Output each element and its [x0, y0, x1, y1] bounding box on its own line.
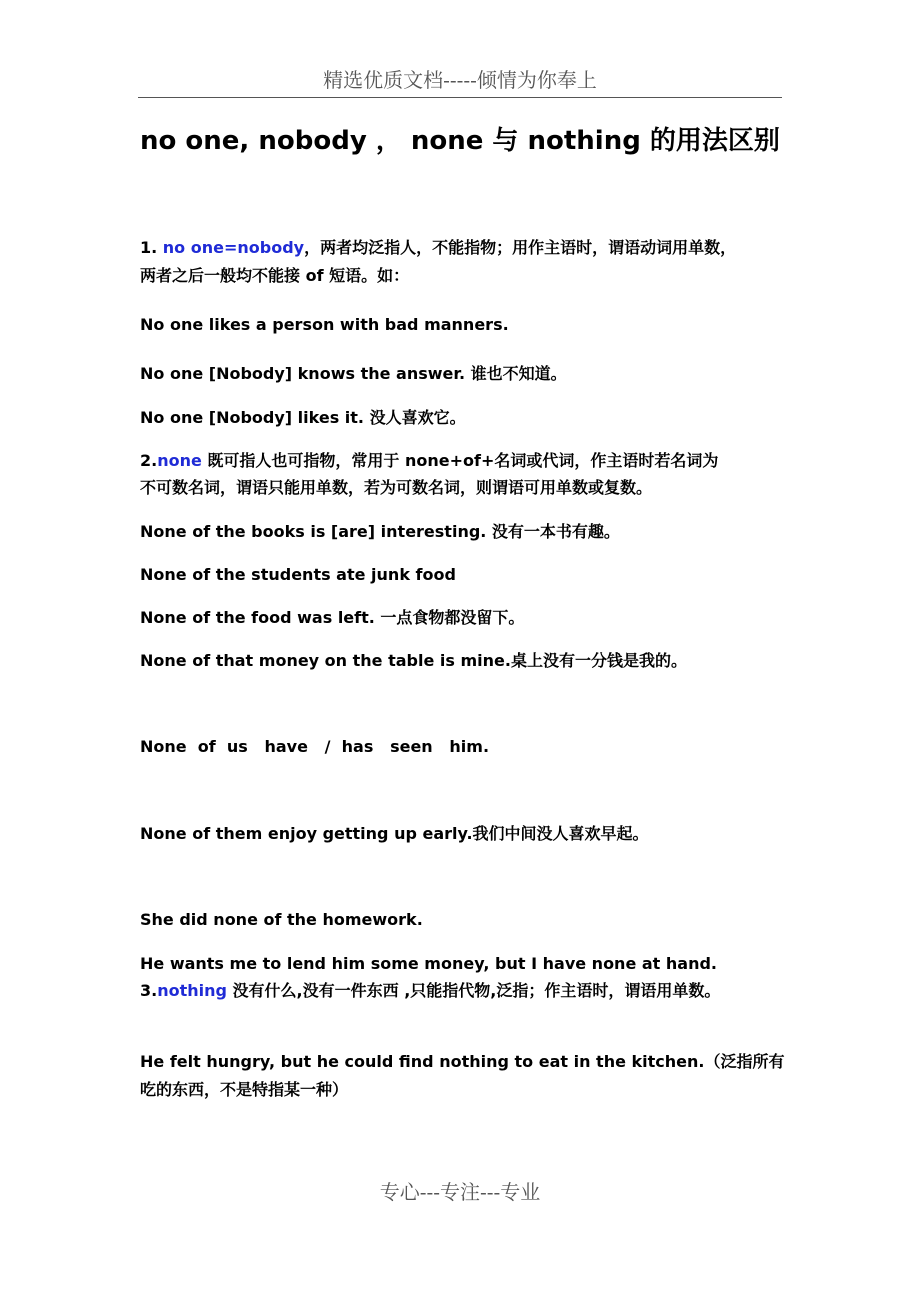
section-2-number: 2.	[140, 451, 158, 470]
section-1-line-2: 两者之后一般均不能接 of 短语。如：	[140, 266, 410, 285]
section-2-text: 既可指人也可指物，常用于 none+of+名词或代词，作主语时若名词为	[201, 451, 719, 470]
section-3-text: 没有什么,没有一件东西 ,只能指代物,泛指；作主语时，谓语用单数。	[226, 981, 721, 1000]
header-divider	[138, 97, 782, 98]
example-line: None of the books is [are] interesting. 没有一本书有趣。	[140, 522, 620, 541]
section-2-keyword: none	[157, 451, 202, 470]
section-2-line-1	[140, 447, 800, 474]
example-line: None of the food was left. 一点食物都没留下。	[140, 608, 525, 627]
example-line: She did none of the homework.	[140, 910, 423, 929]
section-3-line-1	[140, 977, 800, 1004]
section-1-line-1	[140, 234, 800, 261]
section-2-line-2: 不可数名词，谓语只能用单数，若为可数名词，则谓语可用单数或复数。	[140, 478, 653, 497]
document-title: no one, nobody ， none 与 nothing 的用法区别	[140, 126, 780, 156]
section-1-number: 1.	[140, 238, 163, 257]
example-line: He wants me to lend him some money, but I have none at hand.	[140, 954, 717, 973]
section-1-keyword: no one=nobody	[162, 238, 305, 257]
example-line: None of the students ate junk food	[140, 565, 456, 584]
section-3-keyword: nothing	[157, 981, 227, 1000]
example-line: No one [Nobody] likes it. 没人喜欢它。	[140, 408, 466, 427]
page-footer: 专心---专注---专业	[379, 1180, 541, 1204]
example-line: None of us have / has seen him.	[140, 737, 490, 756]
section-1-text: ，两者均泛指人，不能指物；用作主语时，谓语动词用单数，	[304, 238, 737, 257]
section-3-number: 3.	[140, 981, 158, 1000]
example-line: None of them enjoy getting up early.我们中间没人喜欢早起。	[140, 824, 649, 843]
example-line: 吃的东西，不是特指某一种）	[140, 1080, 349, 1099]
example-line: None of that money on the table is mine.桌上没有一分钱是我的。	[140, 651, 687, 670]
example-line: No one likes a person with bad manners.	[140, 315, 509, 334]
example-line: He felt hungry, but he could find nothing to eat in the kitchen.（泛指所有	[140, 1052, 785, 1071]
example-line: No one [Nobody] knows the answer. 谁也不知道。	[140, 364, 567, 383]
page-header: 精选优质文档-----倾情为你奉上	[323, 68, 597, 92]
